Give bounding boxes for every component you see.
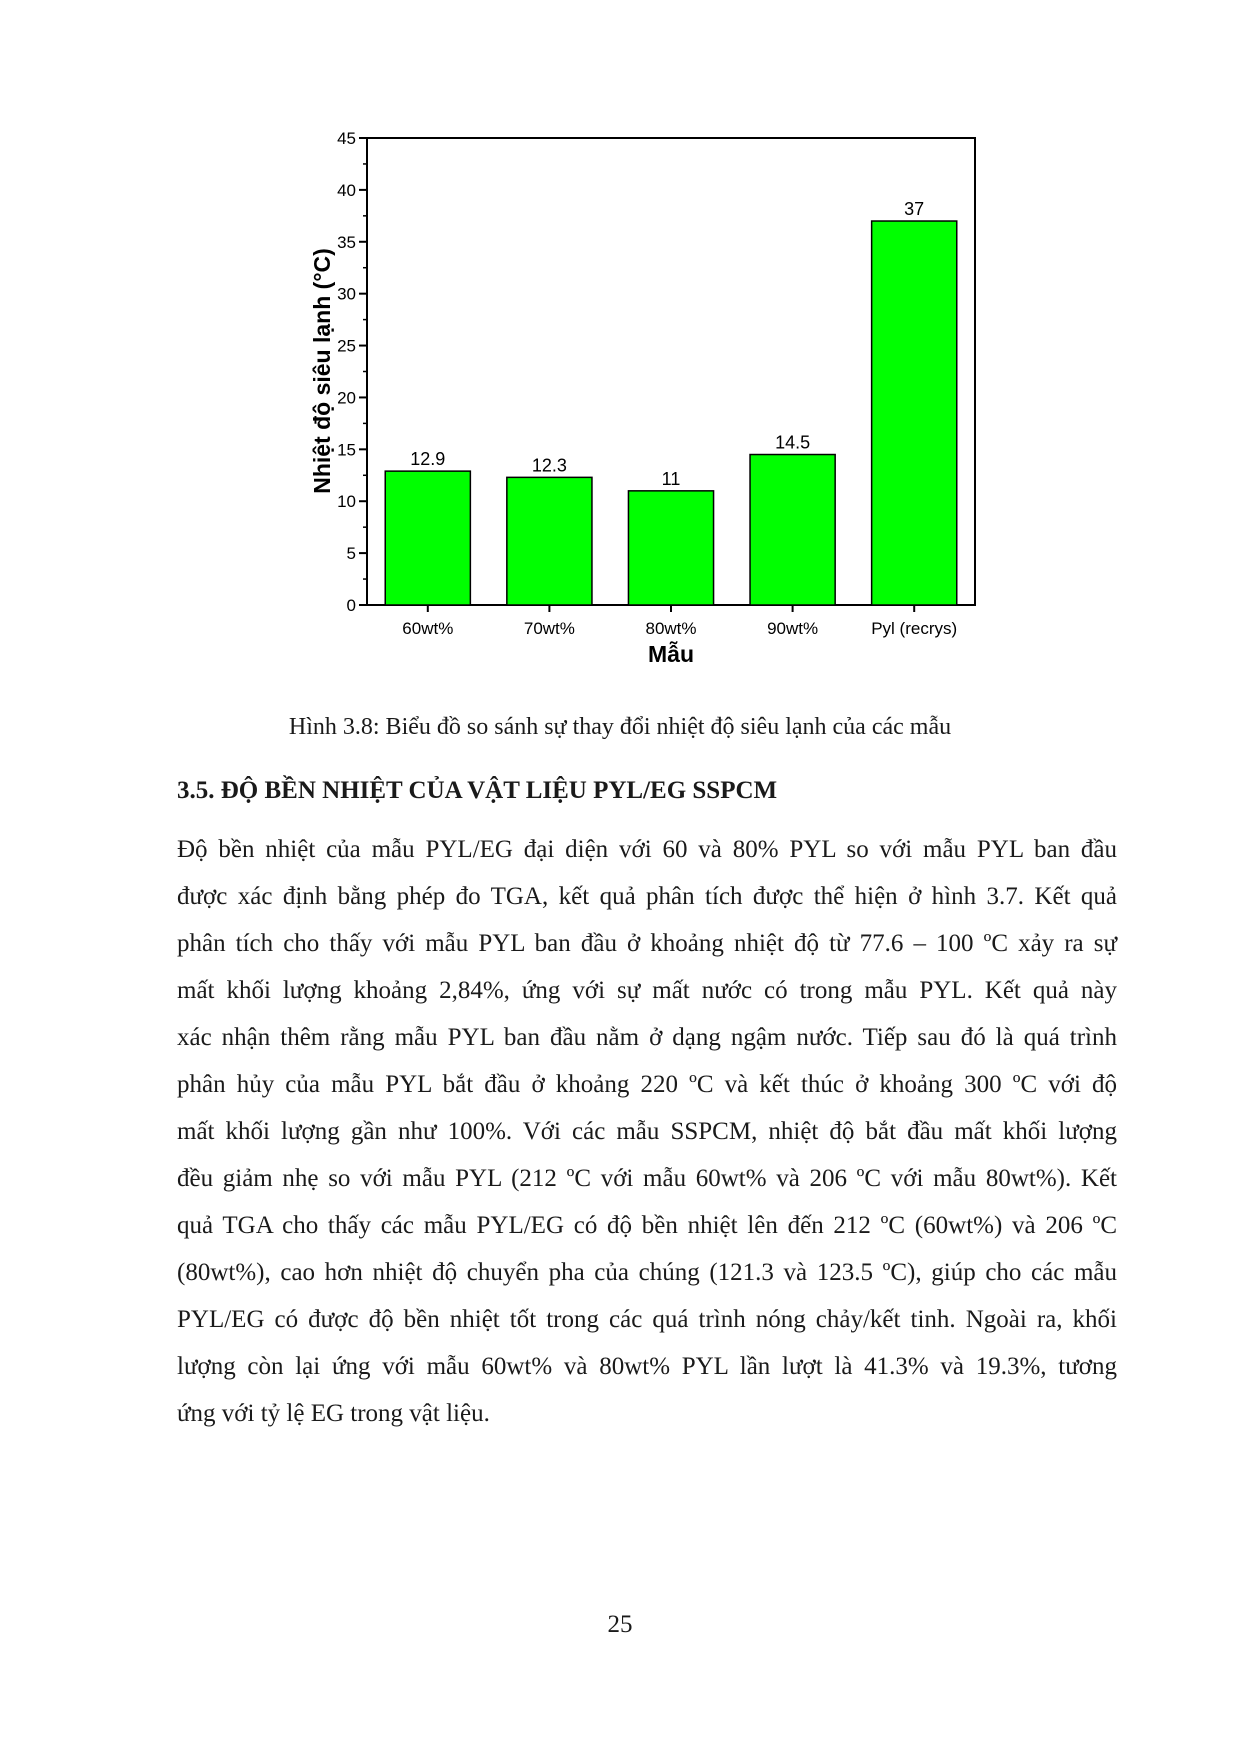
y-tick-label: 20: [337, 388, 356, 408]
y-axis-ticks: [337, 129, 367, 615]
body-line: ứng với tỷ lệ EG trong vật liệu.: [177, 1400, 490, 1427]
bar-value-label: 37: [904, 199, 925, 220]
bar-value-label: 11: [661, 468, 681, 489]
y-tick-label: 40: [337, 180, 356, 200]
y-tick-label: 35: [337, 232, 356, 252]
x-tick-label: 90wt%: [767, 619, 819, 638]
figure-caption: Hình 3.8: Biểu đồ so sánh sự thay đổi nhiệt độ siêu lạnh của các mẫu: [288, 714, 952, 740]
body-line: lượng còn lại ứng với mẫu 60wt% và 80wt% PYL lần lượt là 41.3% và 19.3%, tương: [177, 1353, 1117, 1380]
x-tick-label: 60wt%: [402, 619, 454, 638]
bar: [872, 221, 957, 605]
body-line: xác nhận thêm rằng mẫu PYL ban đầu nằm ở dạng ngậm nước. Tiếp sau đó là quá trình: [177, 1024, 1117, 1051]
y-axis-title: Nhiệt độ siêu lạnh (°C): [309, 248, 335, 494]
body-line: Độ bền nhiệt của mẫu PYL/EG đại diện với 60 và 80% PYL so với mẫu PYL ban đầu: [177, 836, 1117, 863]
bar: [628, 491, 713, 605]
body-line: (80wt%), cao hơn nhiệt độ chuyển pha của chúng (121.3 và 123.5 ºC), giúp cho các mẫu: [177, 1259, 1117, 1286]
body-line: PYL/EG có được độ bền nhiệt tốt trong các quá trình nóng chảy/kết tinh. Ngoài ra, khối: [177, 1306, 1117, 1333]
bar-value-label: 14.5: [775, 432, 811, 453]
bar: [507, 477, 592, 605]
bar-value-label: 12.9: [410, 449, 446, 470]
y-tick-label: 25: [337, 336, 356, 356]
y-tick-label: 5: [346, 544, 356, 564]
x-tick-label: 80wt%: [645, 619, 697, 638]
body-line: được xác định bằng phép đo TGA, kết quả phân tích được thể hiện ở hình 3.7. Kết quả: [177, 883, 1117, 910]
x-axis-ticks: [402, 605, 957, 638]
supercooling-bar-chart: [0, 0, 1240, 700]
x-tick-label: Pyl (recrys): [871, 619, 958, 638]
section-heading: 3.5. ĐỘ BỀN NHIỆT CỦA VẬT LIỆU PYL/EG SSPCM: [177, 777, 778, 804]
body-line: mất khối lượng khoảng 2,84%, ứng với sự mất nước có trong mẫu PYL. Kết quả này: [177, 977, 1117, 1004]
x-tick-label: 70wt%: [523, 619, 575, 638]
body-line: phân tích cho thấy với mẫu PYL ban đầu ở khoảng nhiệt độ từ 77.6 – 100 ºC xảy ra sự: [177, 930, 1117, 957]
x-axis-title: Mẫu: [648, 641, 694, 667]
y-tick-label: 15: [337, 440, 356, 460]
body-line: đều giảm nhẹ so với mẫu PYL (212 ºC với mẫu 60wt% và 206 ºC với mẫu 80wt%). Kết: [177, 1165, 1117, 1192]
bar: [385, 471, 470, 605]
body-line: mất khối lượng gần như 100%. Với các mẫu SSPCM, nhiệt độ bắt đầu mất khối lượng: [177, 1118, 1117, 1145]
y-tick-label: 10: [337, 492, 356, 512]
y-tick-label: 0: [346, 596, 356, 615]
bars: [385, 199, 957, 605]
bar: [750, 455, 835, 605]
page-number: 25: [607, 1611, 633, 1638]
body-line: phân hủy của mẫu PYL bắt đầu ở khoảng 220 ºC và kết thúc ở khoảng 300 ºC với độ: [177, 1071, 1117, 1098]
y-tick-label: 45: [337, 129, 356, 148]
body-line: quả TGA cho thấy các mẫu PYL/EG có độ bền nhiệt lên đến 212 ºC (60wt%) và 206 ºC: [177, 1212, 1117, 1239]
y-tick-label: 30: [337, 284, 356, 304]
body-paragraph: [177, 826, 1117, 1437]
bar-value-label: 12.3: [531, 455, 567, 476]
